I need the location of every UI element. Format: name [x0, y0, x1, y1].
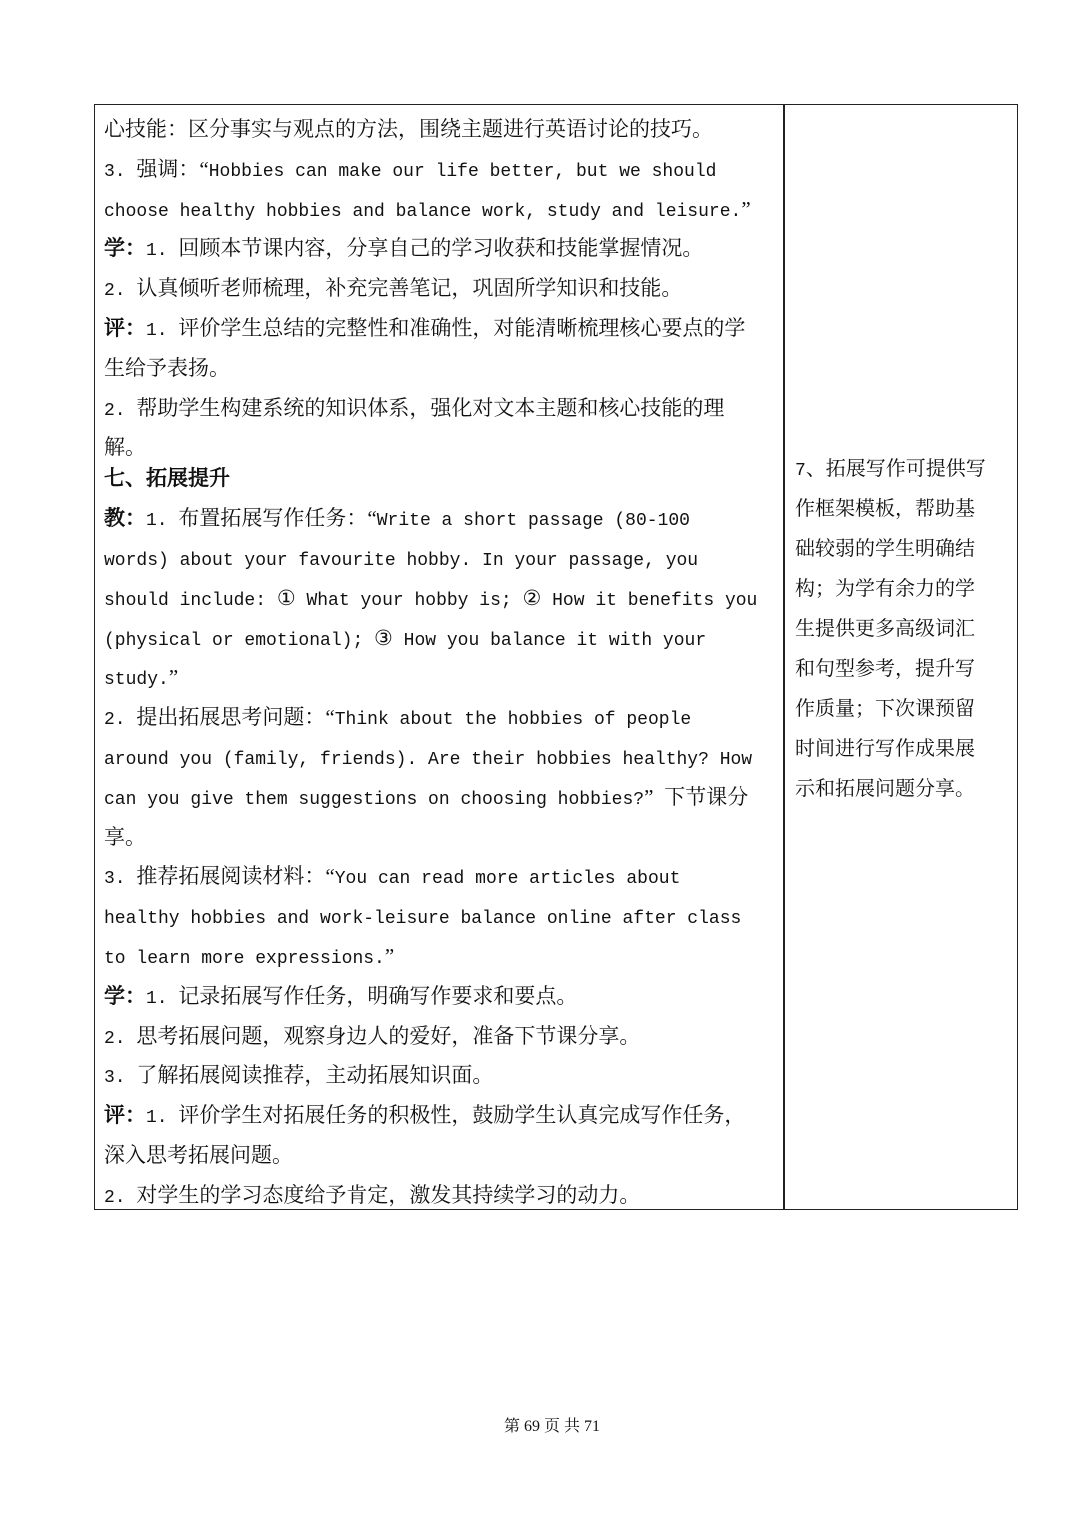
teaching-process-cell: [104, 110, 780, 1216]
text-line: [104, 1056, 780, 1096]
latin-text-run: How it benefits you: [541, 590, 758, 611]
line-text: 1. 评价学生对拓展任务的积极性，鼓励学生认真完成写作任务，: [146, 1103, 746, 1129]
latin-text-run: Think about the hobbies of people: [334, 710, 692, 731]
line-text: 心技能：区分事实与观点的方法，围绕主题进行英语讨论的技巧。: [104, 117, 713, 141]
latin-text-run: 1.: [146, 241, 179, 262]
latin-text-run: 2.: [104, 710, 137, 731]
text-line: [104, 977, 780, 1017]
text-line: [795, 489, 1013, 529]
latin-text-run: 2.: [104, 400, 137, 421]
text-line: [104, 1017, 780, 1057]
text-line: [104, 190, 780, 230]
line-text: can you give them suggestions on choosing hobbies?” 下节课分: [104, 784, 749, 810]
text-line: [104, 857, 780, 897]
line-text: 深入思考拓展问题。: [104, 1142, 293, 1167]
text-line: [104, 539, 780, 579]
line-text: should include: ① What your hobby is; ② How it benefits you: [104, 585, 758, 611]
line-text: 和句型参考，提升写: [795, 658, 975, 680]
line-text: 3. 推荐拓展阅读材料：“You can read more articles about: [104, 864, 681, 890]
text-line: [795, 569, 1013, 609]
latin-text-run: around you (family, friends). Are their hobbies healthy? How: [104, 749, 753, 770]
text-line: [104, 349, 780, 389]
line-text: 2. 帮助学生构建系统的知识体系，强化对文本主题和核心技能的理: [104, 395, 725, 421]
latin-text-run: study.: [104, 670, 169, 691]
text-line: [104, 110, 780, 150]
text-line: [104, 150, 780, 190]
latin-text-run: You can read more articles about: [334, 869, 681, 890]
line-text: 享。: [104, 824, 146, 849]
line-text: [104, 745, 752, 769]
latin-text-run: How you balance it with your: [392, 630, 707, 651]
text-line: [104, 229, 780, 269]
text-line: [104, 1096, 780, 1136]
text-line: [104, 738, 780, 778]
line-text: to learn more expressions.”: [104, 943, 395, 969]
latin-text-run: choose healthy hobbies and balance work, study and leisure.: [104, 201, 742, 222]
latin-text-run: Write a short passage (80-100: [376, 511, 690, 532]
text-line: [795, 529, 1013, 569]
text-line: [104, 778, 780, 818]
text-line: [104, 937, 780, 977]
line-text: 2. 提出拓展思考问题：“Think about the hobbies of people: [104, 705, 692, 731]
text-line: [104, 579, 780, 619]
text-line: [104, 309, 780, 349]
latin-text-run: 2.: [104, 1187, 137, 1208]
line-text: 7、拓展写作可提供写: [795, 458, 986, 481]
text-line: [104, 818, 780, 858]
latin-text-run: [653, 790, 664, 810]
text-line: [104, 269, 780, 309]
latin-text-run: should include:: [104, 590, 277, 611]
line-text: 础较弱的学生明确结: [795, 538, 975, 560]
latin-text-run: What your hobby is;: [295, 590, 523, 611]
role-label-teacher: 教：: [104, 506, 146, 531]
section-heading-text: 七、拓展提升: [104, 466, 230, 491]
text-line: [104, 619, 780, 659]
role-label-student: 学：: [104, 983, 146, 1008]
role-label-student: 学：: [104, 236, 146, 261]
line-text: study.”: [104, 665, 179, 691]
latin-text-run: 1.: [146, 988, 179, 1009]
latin-text-run: 2.: [104, 1028, 137, 1049]
role-label-evaluation: 评：: [104, 1103, 146, 1128]
line-text: 3. 了解拓展阅读推荐，主动拓展知识面。: [104, 1063, 494, 1089]
line-text: 解。: [104, 435, 146, 460]
text-line: [104, 698, 780, 738]
text-line: [104, 897, 780, 937]
latin-text-run: 3.: [104, 161, 137, 182]
line-text: 2. 认真倾听老师梳理，补充完善笔记，巩固所学知识和技能。: [104, 276, 683, 302]
line-text: 生提供更多高级词汇: [795, 618, 975, 640]
line-text: 时间进行写作成果展: [795, 738, 975, 760]
text-line: [104, 1136, 780, 1176]
line-text: 1. 回顾本节课内容，分享自己的学习收获和技能掌握情况。: [146, 236, 704, 262]
latin-text-run: can you give them suggestions on choosing hobbies?: [104, 789, 645, 810]
line-text: 构；为学有余力的学: [795, 578, 975, 600]
text-line: [795, 649, 1013, 689]
latin-text-run: 3.: [104, 869, 137, 890]
latin-text-run: 7: [795, 461, 806, 481]
latin-text-run: words) about your favourite hobby. In your passage, you: [104, 550, 699, 571]
text-line: [795, 449, 1013, 489]
line-text: 作质量；下次课预留: [795, 698, 975, 720]
line-text: choose healthy hobbies and balance work, study and leisure.”: [104, 196, 751, 222]
text-line: [795, 769, 1013, 809]
line-text: 1. 评价学生总结的完整性和准确性，对能清晰梳理核心要点的学: [146, 315, 746, 341]
line-text: [104, 546, 698, 570]
line-text: (physical or emotional); ③ How you balance it with your: [104, 625, 707, 651]
line-text: 1. 布置拓展写作任务：“Write a short passage (80-100: [146, 506, 690, 532]
line-text: [104, 904, 741, 928]
latin-text-run: 1.: [146, 1108, 179, 1129]
latin-text-run: 3.: [104, 1068, 137, 1089]
section-heading: [104, 459, 780, 499]
latin-text-run: to learn more expressions.: [104, 948, 385, 969]
line-text: 1. 记录拓展写作任务，明确写作要求和要点。: [146, 983, 578, 1009]
text-line: [104, 1176, 780, 1216]
latin-text-run: 1.: [146, 511, 179, 532]
latin-text-run: 1.: [146, 320, 179, 341]
design-intent-cell: [795, 449, 1013, 809]
text-line: [795, 689, 1013, 729]
text-line: [104, 499, 780, 539]
text-line: [104, 389, 780, 429]
column-divider: [783, 104, 785, 1210]
latin-text-run: 2.: [104, 281, 137, 302]
text-line: [795, 729, 1013, 769]
line-text: 生给予表扬。: [104, 355, 230, 380]
latin-text-run: (physical or emotional);: [104, 630, 375, 651]
latin-text-run: Hobbies can make our life better, but we should: [208, 161, 717, 182]
role-label-evaluation: 评：: [104, 315, 146, 340]
latin-text-run: healthy hobbies and work-leisure balance online after class: [104, 909, 742, 930]
line-text: 示和拓展问题分享。: [795, 778, 975, 800]
text-line: [795, 609, 1013, 649]
line-text: 2. 对学生的学习态度给予肯定，激发其持续学习的动力。: [104, 1182, 641, 1208]
page-number-footer: 第 69 页 共 71: [503, 1418, 600, 1435]
text-line: [104, 658, 780, 698]
line-text: 2. 思考拓展问题，观察身边人的爱好，准备下节课分享。: [104, 1023, 641, 1049]
line-text: 3. 强调：“Hobbies can make our life better, but we should: [104, 156, 717, 182]
line-text: 作框架模板，帮助基: [795, 498, 975, 520]
